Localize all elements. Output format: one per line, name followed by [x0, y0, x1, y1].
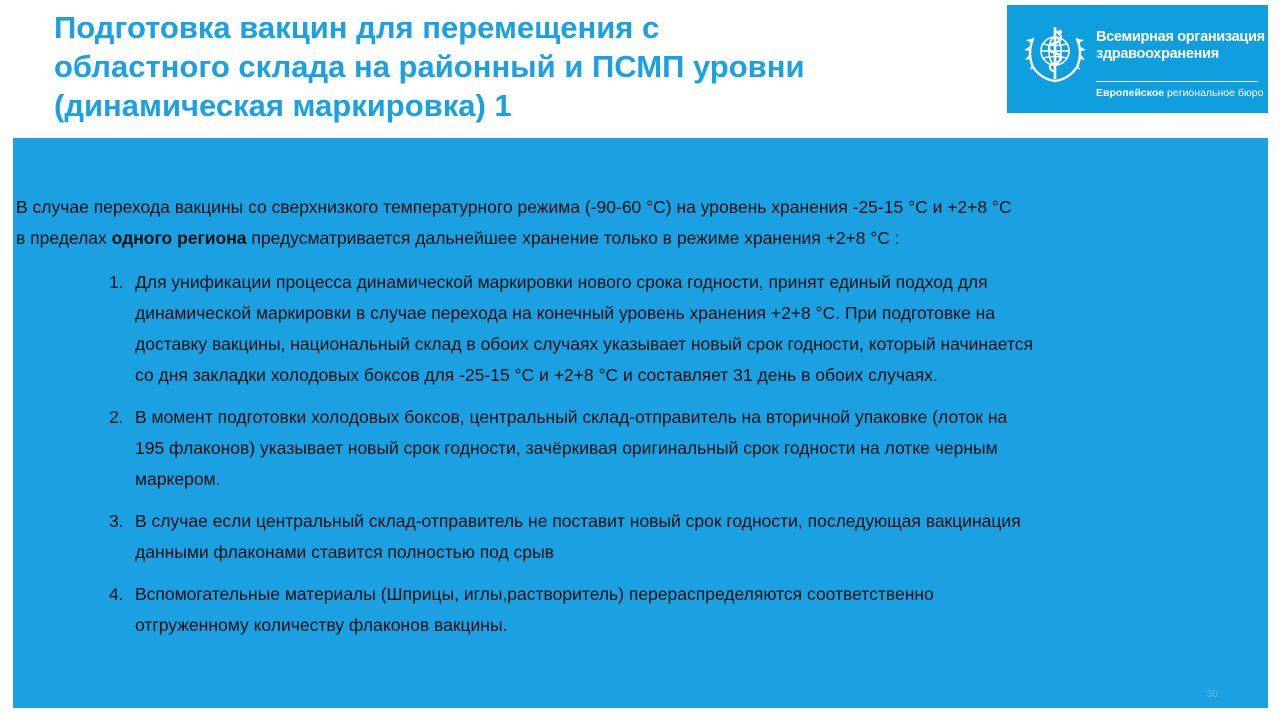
list-item-number: 2.: [109, 407, 124, 427]
list-item-number: 4.: [109, 584, 124, 604]
numbered-list: [109, 267, 1269, 641]
list-item-line: 195 флаконов) указывает новый срок годности, зачёркивая оригинальный срок годности на лотке черным: [135, 438, 998, 458]
who-emblem-icon: [1019, 17, 1091, 89]
page-number: 30: [1206, 689, 1218, 700]
who-europe-logo: [1007, 5, 1268, 113]
list-item: [109, 579, 1269, 641]
slide-title: [54, 8, 954, 125]
intro-line-2: [16, 223, 1266, 254]
title-line-2: областного склада на районный и ПСМП уровни: [54, 49, 805, 84]
list-item-line: со дня закладки холодовых боксов для -25-15 °С и +2+8 °С и составляет 31 день в обоих случаях.: [135, 365, 938, 385]
who-region-rest: региональное бюро: [1164, 87, 1264, 99]
who-name-line-1: Всемирная организация: [1096, 29, 1265, 45]
list-item: [109, 267, 1269, 391]
list-item-line: Для унификации процесса динамической маркировки нового срока годности, принят единый подход для: [135, 272, 988, 292]
content-box: [13, 138, 1268, 708]
who-name-line-2: здравоохранения: [1096, 46, 1219, 62]
list-item-line: доставку вакцины, национальный склад в обоих случаях указывает новый срок годности, который начинается: [135, 334, 1033, 354]
intro-line-1: В случае перехода вакцины со сверхнизкого температурного режима (-90-60 °С) на уровень хранения -25-15 °С и +2+8 °С: [16, 197, 1012, 217]
list-item: [109, 506, 1269, 568]
list-item: [109, 402, 1269, 495]
intro-line-2-start: в пределах: [16, 228, 112, 248]
title-line-3: (динамическая маркировка) 1: [54, 88, 512, 123]
list-item-line: В момент подготовки холодовых боксов, центральный склад-отправитель на вторичной упаковке (лоток на: [135, 407, 1008, 427]
list-item-line: отгруженному количеству флаконов вакцины.: [135, 615, 508, 635]
list-item-number: 1.: [109, 272, 124, 292]
list-item-line: В случае если центральный склад-отправитель не поставит новый срок годности, последующая вакцинация: [135, 511, 1021, 531]
who-region-bold: Европейское: [1096, 87, 1165, 99]
intro-bold-phrase: одного региона: [111, 228, 247, 248]
list-item-line: динамической маркировки в случае перехода на конечный уровень хранения +2+8 °С. При подготовке на: [135, 303, 996, 323]
who-name: [1096, 29, 1265, 63]
intro-line-2-end: предусматривается дальнейшее хранение только в режиме хранения +2+8 °С :: [246, 228, 900, 248]
who-logo-divider: [1096, 81, 1258, 82]
list-item-line: Вспомогательные материалы (Шприцы, иглы,растворитель) перераспределяются соответственно: [135, 584, 934, 604]
list-item-number: 3.: [109, 511, 124, 531]
list-item-line: данными флаконами ставится полностью под срыв: [135, 542, 554, 562]
list-item-line: маркером.: [135, 469, 221, 489]
who-region-label: [1096, 87, 1263, 99]
intro-paragraph: [16, 192, 1266, 254]
title-line-1: Подготовка вакцин для перемещения с: [54, 10, 660, 45]
